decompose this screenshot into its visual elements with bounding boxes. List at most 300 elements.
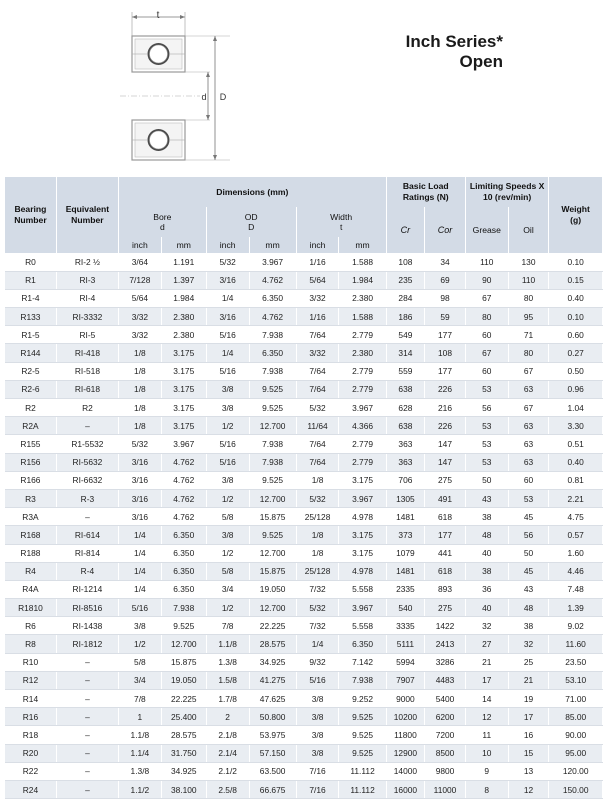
cell-bore-inch: 5/16: [118, 599, 161, 617]
cell-cor: 275: [425, 599, 466, 617]
cell-cr: 2335: [386, 580, 425, 598]
cell-bore-mm: 3.967: [161, 435, 206, 453]
cell-bearing-number: R24: [5, 780, 56, 798]
cell-bearing-number: R12: [5, 671, 56, 689]
table-row: [5, 526, 603, 544]
header-limiting-speeds: Limiting Speeds X 10 (rev/min): [465, 177, 548, 207]
cell-bearing-number: R6: [5, 617, 56, 635]
cell-od-inch: 1/2: [206, 599, 249, 617]
cell-oil: 32: [508, 635, 549, 653]
cell-bearing-number: R156: [5, 453, 56, 471]
cell-bore-inch: 1/8: [118, 362, 161, 380]
cell-width-mm: 11.112: [339, 762, 386, 780]
cell-od-mm: 12.700: [249, 544, 296, 562]
cell-bore-mm: 1.191: [161, 253, 206, 271]
cell-bore-inch: 1.1/4: [118, 744, 161, 762]
cell-width-inch: 7/64: [296, 435, 339, 453]
cell-equivalent-number: R-3: [56, 489, 118, 507]
cell-od-mm: 57.150: [249, 744, 296, 762]
cell-bore-inch: 1.1/8: [118, 726, 161, 744]
cell-od-inch: 5/16: [206, 326, 249, 344]
cell-bearing-number: R133: [5, 308, 56, 326]
cell-width-inch: 5/32: [296, 399, 339, 417]
cell-bore-mm: 31.750: [161, 744, 206, 762]
cell-width-mm: 1.588: [339, 308, 386, 326]
cell-oil: 17: [508, 708, 549, 726]
table-row: [5, 690, 603, 708]
cell-od-mm: 53.975: [249, 726, 296, 744]
cell-bore-mm: 22.225: [161, 690, 206, 708]
cell-oil: 48: [508, 599, 549, 617]
cell-weight: 3.30: [549, 417, 603, 435]
header-unit-inch: inch: [206, 237, 249, 253]
cell-grease: 14: [465, 690, 508, 708]
cell-grease: 60: [465, 326, 508, 344]
cell-grease: 10: [465, 744, 508, 762]
cell-oil: 63: [508, 435, 549, 453]
cell-width-inch: 3/8: [296, 690, 339, 708]
cell-cr: 3335: [386, 617, 425, 635]
cell-bore-inch: 1/8: [118, 417, 161, 435]
cell-od-inch: 3/8: [206, 380, 249, 398]
cell-grease: 38: [465, 562, 508, 580]
cell-bore-mm: 38.100: [161, 780, 206, 798]
cell-cr: 706: [386, 471, 425, 489]
header-unit-mm: mm: [249, 237, 296, 253]
cell-cor: 108: [425, 344, 466, 362]
cell-od-inch: 5/8: [206, 562, 249, 580]
cell-width-inch: 25/128: [296, 562, 339, 580]
cell-od-inch: 2.1/8: [206, 726, 249, 744]
cell-od-inch: 5/16: [206, 362, 249, 380]
header-weight: Weight (g): [549, 177, 603, 253]
cell-equivalent-number: RI-618: [56, 380, 118, 398]
cell-od-inch: 2.1/2: [206, 762, 249, 780]
cell-oil: 110: [508, 271, 549, 289]
cell-oil: 38: [508, 617, 549, 635]
cell-width-mm: 9.525: [339, 708, 386, 726]
table-row: [5, 708, 603, 726]
cell-od-mm: 12.700: [249, 599, 296, 617]
table-row: [5, 289, 603, 307]
cell-width-mm: 2.380: [339, 344, 386, 362]
cell-width-inch: 7/64: [296, 326, 339, 344]
cell-od-mm: 41.275: [249, 671, 296, 689]
table-row: [5, 780, 603, 798]
cell-cor: 98: [425, 289, 466, 307]
cell-weight: 53.10: [549, 671, 603, 689]
cell-equivalent-number: RI-4: [56, 289, 118, 307]
cell-bore-mm: 6.350: [161, 526, 206, 544]
cell-width-inch: 7/32: [296, 617, 339, 635]
header-od: [206, 207, 296, 237]
table-row: [5, 617, 603, 635]
cell-bore-inch: 1.1/2: [118, 780, 161, 798]
cell-width-inch: 7/64: [296, 453, 339, 471]
header-bearing-number: Bearing Number: [5, 177, 56, 253]
cell-bore-mm: 3.175: [161, 380, 206, 398]
cell-od-mm: 4.762: [249, 271, 296, 289]
cell-oil: 80: [508, 289, 549, 307]
cell-bearing-number: R1-5: [5, 326, 56, 344]
cell-od-mm: 34.925: [249, 653, 296, 671]
cell-od-inch: 3/16: [206, 308, 249, 326]
cell-bore-mm: 15.875: [161, 653, 206, 671]
cell-equivalent-number: –: [56, 671, 118, 689]
cell-bore-mm: 4.762: [161, 508, 206, 526]
cell-bore-mm: 3.175: [161, 399, 206, 417]
cell-width-mm: 9.525: [339, 744, 386, 762]
cell-width-inch: 7/64: [296, 362, 339, 380]
cell-oil: 13: [508, 762, 549, 780]
cell-width-mm: 1.984: [339, 271, 386, 289]
cell-bearing-number: R10: [5, 653, 56, 671]
cell-equivalent-number: RI-518: [56, 362, 118, 380]
cell-cor: 441: [425, 544, 466, 562]
cell-od-inch: 2.5/8: [206, 780, 249, 798]
cell-weight: 0.81: [549, 471, 603, 489]
cell-bore-mm: 6.350: [161, 544, 206, 562]
header-cor: Cor: [425, 207, 466, 253]
header-equivalent-number: Equivalent Number: [56, 177, 118, 253]
cell-cr: 5111: [386, 635, 425, 653]
cell-cr: 628: [386, 399, 425, 417]
cell-oil: 21: [508, 671, 549, 689]
cell-equivalent-number: –: [56, 726, 118, 744]
cell-bore-mm: 25.400: [161, 708, 206, 726]
cell-bearing-number: R2-6: [5, 380, 56, 398]
cell-width-inch: 1/4: [296, 635, 339, 653]
cell-width-inch: 3/8: [296, 744, 339, 762]
cell-bore-mm: 1.397: [161, 271, 206, 289]
cell-weight: 95.00: [549, 744, 603, 762]
cell-cor: 177: [425, 526, 466, 544]
cell-oil: 12: [508, 780, 549, 798]
cell-bore-inch: 1: [118, 708, 161, 726]
cell-bearing-number: R8: [5, 635, 56, 653]
cell-oil: 67: [508, 399, 549, 417]
cell-cr: 12900: [386, 744, 425, 762]
cell-weight: 4.75: [549, 508, 603, 526]
cell-cr: 540: [386, 599, 425, 617]
cell-equivalent-number: –: [56, 653, 118, 671]
cell-od-inch: 1.5/8: [206, 671, 249, 689]
cell-cr: 14000: [386, 762, 425, 780]
cell-grease: 32: [465, 617, 508, 635]
cell-cor: 1422: [425, 617, 466, 635]
cell-width-inch: 3/8: [296, 708, 339, 726]
cell-grease: 9: [465, 762, 508, 780]
cell-grease: 36: [465, 580, 508, 598]
cell-grease: 27: [465, 635, 508, 653]
cell-od-inch: 7/8: [206, 617, 249, 635]
header-unit-mm: mm: [339, 237, 386, 253]
cell-od-inch: 1/2: [206, 417, 249, 435]
cell-bore-mm: 28.575: [161, 726, 206, 744]
header-grease: Grease: [465, 207, 508, 253]
bearing-spec-table: [5, 177, 603, 799]
cell-width-inch: 9/32: [296, 653, 339, 671]
cell-grease: 50: [465, 471, 508, 489]
cell-od-mm: 9.525: [249, 526, 296, 544]
table-header: [5, 177, 603, 253]
table-row: [5, 362, 603, 380]
cell-cr: 1079: [386, 544, 425, 562]
cell-grease: 17: [465, 671, 508, 689]
cell-cr: 7907: [386, 671, 425, 689]
cell-od-inch: 1/2: [206, 544, 249, 562]
cell-od-mm: 12.700: [249, 489, 296, 507]
cell-bore-mm: 34.925: [161, 762, 206, 780]
cell-oil: 19: [508, 690, 549, 708]
cell-cr: 314: [386, 344, 425, 362]
cell-oil: 45: [508, 508, 549, 526]
cell-bore-inch: 1/2: [118, 635, 161, 653]
cell-cr: 638: [386, 417, 425, 435]
cell-oil: 45: [508, 562, 549, 580]
cell-bore-inch: 3/8: [118, 617, 161, 635]
cell-grease: 40: [465, 599, 508, 617]
cell-oil: 25: [508, 653, 549, 671]
cell-grease: 8: [465, 780, 508, 798]
cell-cor: 893: [425, 580, 466, 598]
cell-bore-mm: 3.175: [161, 417, 206, 435]
cell-width-inch: 1/8: [296, 526, 339, 544]
cell-cr: 363: [386, 453, 425, 471]
cell-equivalent-number: RI-3: [56, 271, 118, 289]
cell-bore-inch: 1/4: [118, 526, 161, 544]
cell-width-inch: 3/8: [296, 726, 339, 744]
cell-width-mm: 11.112: [339, 780, 386, 798]
cell-cor: 4483: [425, 671, 466, 689]
cell-cr: 559: [386, 362, 425, 380]
cell-od-inch: 1/4: [206, 344, 249, 362]
cell-width-inch: 5/16: [296, 671, 339, 689]
cell-oil: 71: [508, 326, 549, 344]
table-row: [5, 489, 603, 507]
cell-grease: 67: [465, 289, 508, 307]
cell-od-mm: 63.500: [249, 762, 296, 780]
cell-cor: 618: [425, 508, 466, 526]
cell-width-mm: 3.967: [339, 489, 386, 507]
cell-cor: 6200: [425, 708, 466, 726]
cell-grease: 38: [465, 508, 508, 526]
cell-od-inch: 2: [206, 708, 249, 726]
cell-od-inch: 3/8: [206, 399, 249, 417]
t-dimension-label: t: [156, 10, 160, 21]
cell-grease: 53: [465, 417, 508, 435]
cell-cr: 638: [386, 380, 425, 398]
cell-width-mm: 2.779: [339, 362, 386, 380]
cell-od-inch: 1/2: [206, 489, 249, 507]
cell-cor: 226: [425, 380, 466, 398]
cell-cor: 34: [425, 253, 466, 271]
cell-bore-inch: 1.3/8: [118, 762, 161, 780]
cell-bore-mm: 3.175: [161, 362, 206, 380]
cell-width-mm: 3.967: [339, 599, 386, 617]
cell-grease: 40: [465, 544, 508, 562]
bearing-diagram: [110, 8, 250, 173]
table-row: [5, 253, 603, 271]
header-dimensions: Dimensions (mm): [118, 177, 386, 207]
cell-bore-mm: 12.700: [161, 635, 206, 653]
cell-od-mm: 28.575: [249, 635, 296, 653]
cell-bearing-number: R3A: [5, 508, 56, 526]
cell-bearing-number: R16: [5, 708, 56, 726]
cell-bearing-number: R0: [5, 253, 56, 271]
header-width-symbol: t: [339, 222, 343, 232]
cell-width-mm: 1.588: [339, 253, 386, 271]
cell-width-mm: 5.558: [339, 617, 386, 635]
cell-od-inch: 2.1/4: [206, 744, 249, 762]
cell-width-mm: 4.978: [339, 508, 386, 526]
cell-bearing-number: R1: [5, 271, 56, 289]
cell-weight: 0.57: [549, 526, 603, 544]
cell-bore-inch: 5/32: [118, 435, 161, 453]
cell-od-inch: 5/16: [206, 435, 249, 453]
cell-bore-inch: 1/4: [118, 544, 161, 562]
cell-cor: 177: [425, 326, 466, 344]
cell-width-mm: 2.779: [339, 435, 386, 453]
cell-bore-mm: 6.350: [161, 580, 206, 598]
cell-od-inch: 5/16: [206, 453, 249, 471]
cell-weight: 85.00: [549, 708, 603, 726]
cell-grease: 90: [465, 271, 508, 289]
cell-width-mm: 3.967: [339, 399, 386, 417]
cell-od-mm: 50.800: [249, 708, 296, 726]
cell-od-mm: 7.938: [249, 326, 296, 344]
cell-weight: 71.00: [549, 690, 603, 708]
cell-cor: 275: [425, 471, 466, 489]
d-dimension-label: d: [201, 92, 207, 102]
series-title-line2: Open: [459, 52, 503, 71]
cell-bore-inch: 3/16: [118, 489, 161, 507]
cell-bore-inch: 3/32: [118, 326, 161, 344]
cell-oil: 67: [508, 362, 549, 380]
cell-weight: 150.00: [549, 780, 603, 798]
table-row: [5, 380, 603, 398]
cell-bearing-number: R155: [5, 435, 56, 453]
cell-width-mm: 2.779: [339, 453, 386, 471]
cell-weight: 1.04: [549, 399, 603, 417]
cell-bore-inch: 1/8: [118, 399, 161, 417]
cell-width-mm: 3.175: [339, 471, 386, 489]
cell-weight: 120.00: [549, 762, 603, 780]
cell-equivalent-number: –: [56, 762, 118, 780]
cell-cor: 216: [425, 399, 466, 417]
cell-equivalent-number: RI-1214: [56, 580, 118, 598]
cell-oil: 16: [508, 726, 549, 744]
cell-weight: 1.39: [549, 599, 603, 617]
cell-weight: 0.40: [549, 289, 603, 307]
cell-width-inch: 5/64: [296, 271, 339, 289]
cell-equivalent-number: RI-2 ½: [56, 253, 118, 271]
cell-equivalent-number: RI-418: [56, 344, 118, 362]
cell-bearing-number: R2: [5, 399, 56, 417]
header-od-symbol: D: [248, 222, 255, 232]
cell-width-mm: 4.978: [339, 562, 386, 580]
cell-cor: 5400: [425, 690, 466, 708]
cell-bore-mm: 3.175: [161, 344, 206, 362]
cell-cr: 186: [386, 308, 425, 326]
cell-width-mm: 9.525: [339, 726, 386, 744]
cell-grease: 80: [465, 308, 508, 326]
cell-width-mm: 7.938: [339, 671, 386, 689]
cell-width-mm: 2.380: [339, 289, 386, 307]
cell-cor: 226: [425, 417, 466, 435]
cell-grease: 21: [465, 653, 508, 671]
header-bore-symbol: d: [159, 222, 165, 232]
cell-od-inch: 5/8: [206, 508, 249, 526]
cell-oil: 56: [508, 526, 549, 544]
cell-oil: 60: [508, 471, 549, 489]
table-row: [5, 435, 603, 453]
cell-cr: 5994: [386, 653, 425, 671]
cell-cor: 147: [425, 435, 466, 453]
cell-equivalent-number: R-4: [56, 562, 118, 580]
cell-weight: 0.10: [549, 308, 603, 326]
cell-grease: 12: [465, 708, 508, 726]
cell-bearing-number: R188: [5, 544, 56, 562]
cell-weight: 1.60: [549, 544, 603, 562]
cell-cor: 491: [425, 489, 466, 507]
cell-grease: 11: [465, 726, 508, 744]
cell-width-inch: 3/32: [296, 344, 339, 362]
cell-oil: 80: [508, 344, 549, 362]
cell-cr: 235: [386, 271, 425, 289]
cell-bore-mm: 2.380: [161, 326, 206, 344]
cell-bore-inch: 3/32: [118, 308, 161, 326]
table-row: [5, 271, 603, 289]
cell-bore-inch: 1/8: [118, 344, 161, 362]
cell-cor: 69: [425, 271, 466, 289]
cell-bore-inch: 3/16: [118, 508, 161, 526]
cell-weight: 0.15: [549, 271, 603, 289]
cell-bore-mm: 1.984: [161, 289, 206, 307]
cell-equivalent-number: RI-1812: [56, 635, 118, 653]
cell-equivalent-number: –: [56, 780, 118, 798]
cell-weight: 4.46: [549, 562, 603, 580]
cell-bearing-number: R166: [5, 471, 56, 489]
cell-od-mm: 12.700: [249, 417, 296, 435]
cell-weight: 0.51: [549, 435, 603, 453]
header-bore: [118, 207, 206, 237]
series-title-line1: Inch Series*: [405, 32, 503, 51]
cell-weight: 0.50: [549, 362, 603, 380]
cell-width-inch: 7/32: [296, 580, 339, 598]
cell-equivalent-number: RI-5632: [56, 453, 118, 471]
cell-equivalent-number: –: [56, 417, 118, 435]
cell-cr: 363: [386, 435, 425, 453]
header-width: [296, 207, 386, 237]
cell-bearing-number: R20: [5, 744, 56, 762]
cell-width-inch: 11/64: [296, 417, 339, 435]
cell-oil: 53: [508, 489, 549, 507]
cell-bearing-number: R18: [5, 726, 56, 744]
cell-cr: 16000: [386, 780, 425, 798]
cell-cor: 3286: [425, 653, 466, 671]
cell-bearing-number: R3: [5, 489, 56, 507]
header-bore-label: Bore: [153, 212, 172, 222]
cell-cr: 1481: [386, 562, 425, 580]
cell-od-mm: 15.875: [249, 508, 296, 526]
cell-oil: 43: [508, 580, 549, 598]
cell-cor: 2413: [425, 635, 466, 653]
cell-od-mm: 15.875: [249, 562, 296, 580]
cell-od-inch: 1.3/8: [206, 653, 249, 671]
series-title: [406, 32, 503, 72]
cell-cr: 284: [386, 289, 425, 307]
